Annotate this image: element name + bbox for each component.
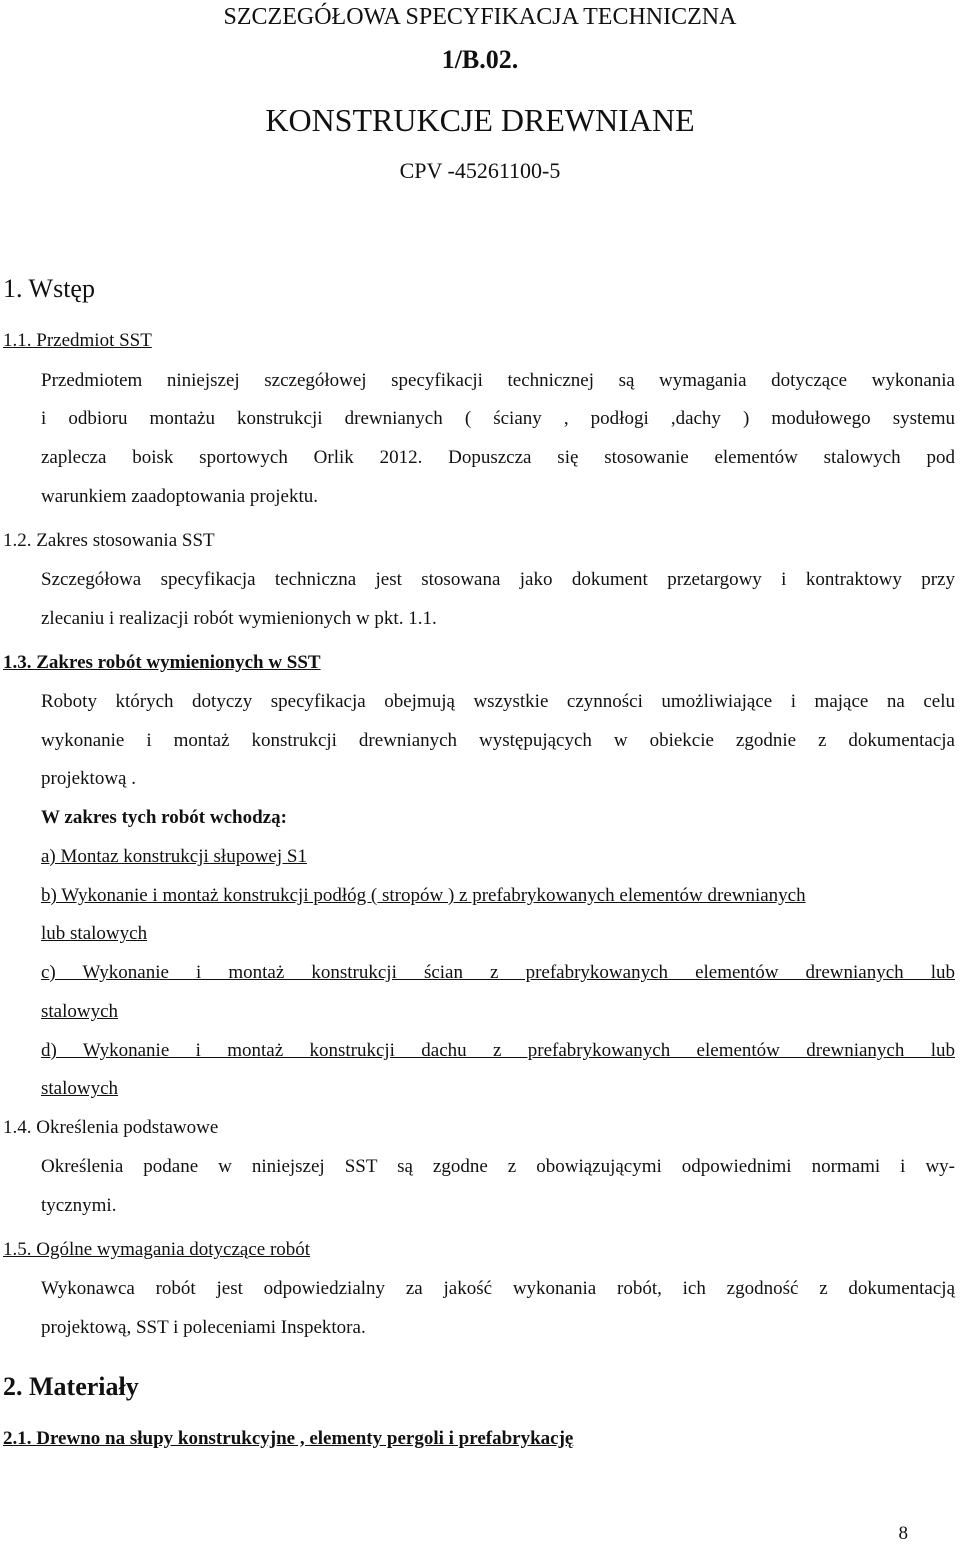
section-1-1-line-2: i odbioru montażu konstrukcji drewnianych ( ściany , podłogi ,dachy ) modułowego systemu xyxy=(41,408,955,429)
section-1-2-line-1: Szczegółowa specyfikacja techniczna jest stosowana jako dokument przetargowy i kontraktowy przy xyxy=(41,569,955,590)
scope-item-d-line-2: stalowych xyxy=(41,1078,119,1099)
section-1-2-heading: 1.2. Zakres stosowania SST xyxy=(3,530,215,551)
section-1-1-line-4: warunkiem zaadoptowania projektu. xyxy=(41,486,318,507)
page-number: 8 xyxy=(898,1523,908,1544)
section-1-4-heading: 1.4. Określenia podstawowe xyxy=(3,1117,219,1138)
section-1-4-line-1: Określenia podane w niniejszej SST są zgodne z obowiązującymi odpowiednimi normami i wy- xyxy=(41,1156,955,1177)
section-1-heading: 1. Wstęp xyxy=(3,274,95,303)
section-1-5-line-2: projektową, SST i poleceniami Inspektora. xyxy=(41,1317,366,1338)
section-1-5-line-1: Wykonawca robót jest odpowiedzialny za jakość wykonania robót, ich zgodność z dokumentacją xyxy=(41,1278,955,1299)
scope-item-a: a) Montaz konstrukcji słupowej S1 xyxy=(41,846,307,867)
spec-code: 1/B.02. xyxy=(441,45,519,74)
scope-heading: W zakres tych robót wchodzą: xyxy=(41,807,287,828)
section-1-1-line-1: Przedmiotem niniejszej szczegółowej specyfikacji technicznej są wymagania dotyczące wykonania xyxy=(41,370,955,391)
scope-item-b-line-2: lub stalowych xyxy=(41,923,148,944)
section-1-5-heading: 1.5. Ogólne wymagania dotyczące robót xyxy=(3,1239,311,1260)
scope-item-d-line-1: d) Wykonanie i montaż konstrukcji dachu z prefabrykowanych elementów drewnianych lub xyxy=(41,1040,955,1061)
document-title: SZCZEGÓŁOWA SPECYFIKACJA TECHNICZNA xyxy=(223,4,737,30)
section-2-1-heading: 2.1. Drewno na słupy konstrukcyjne , elementy pergoli i prefabrykację xyxy=(3,1428,574,1449)
scope-item-c-line-2: stalowych xyxy=(41,1001,119,1022)
section-1-1-line-3: zaplecza boisk sportowych Orlik 2012. Dopuszcza się stosowanie elementów stalowych pod xyxy=(41,447,955,468)
section-1-2-line-2: zlecaniu i realizacji robót wymienionych w pkt. 1.1. xyxy=(41,608,437,629)
section-2-heading: 2. Materiały xyxy=(3,1372,139,1401)
section-1-3-heading: 1.3. Zakres robót wymienionych w SST xyxy=(3,652,321,673)
cpv-code: CPV -45261100-5 xyxy=(399,158,561,183)
section-1-3-line-3: projektową . xyxy=(41,768,136,789)
section-1-4-line-2: tycznymi. xyxy=(41,1195,117,1216)
scope-item-b-line-1: b) Wykonanie i montaż konstrukcji podłóg ( stropów ) z prefabrykowanych elementów drewnianych xyxy=(41,885,806,906)
section-1-3-line-1: Roboty których dotyczy specyfikacja obejmują wszystkie czynności umożliwiające i mające na celu xyxy=(41,691,955,712)
scope-item-c-line-1: c) Wykonanie i montaż konstrukcji ścian z prefabrykowanych elementów drewnianych lub xyxy=(41,962,955,983)
section-1-3-line-2: wykonanie i montaż konstrukcji drewnianych występujących w obiekcie zgodnie z dokumentacja xyxy=(41,730,955,751)
section-1-1-heading: 1.1. Przedmiot SST xyxy=(3,330,152,351)
spec-subject: KONSTRUKCJE DREWNIANE xyxy=(265,102,695,138)
